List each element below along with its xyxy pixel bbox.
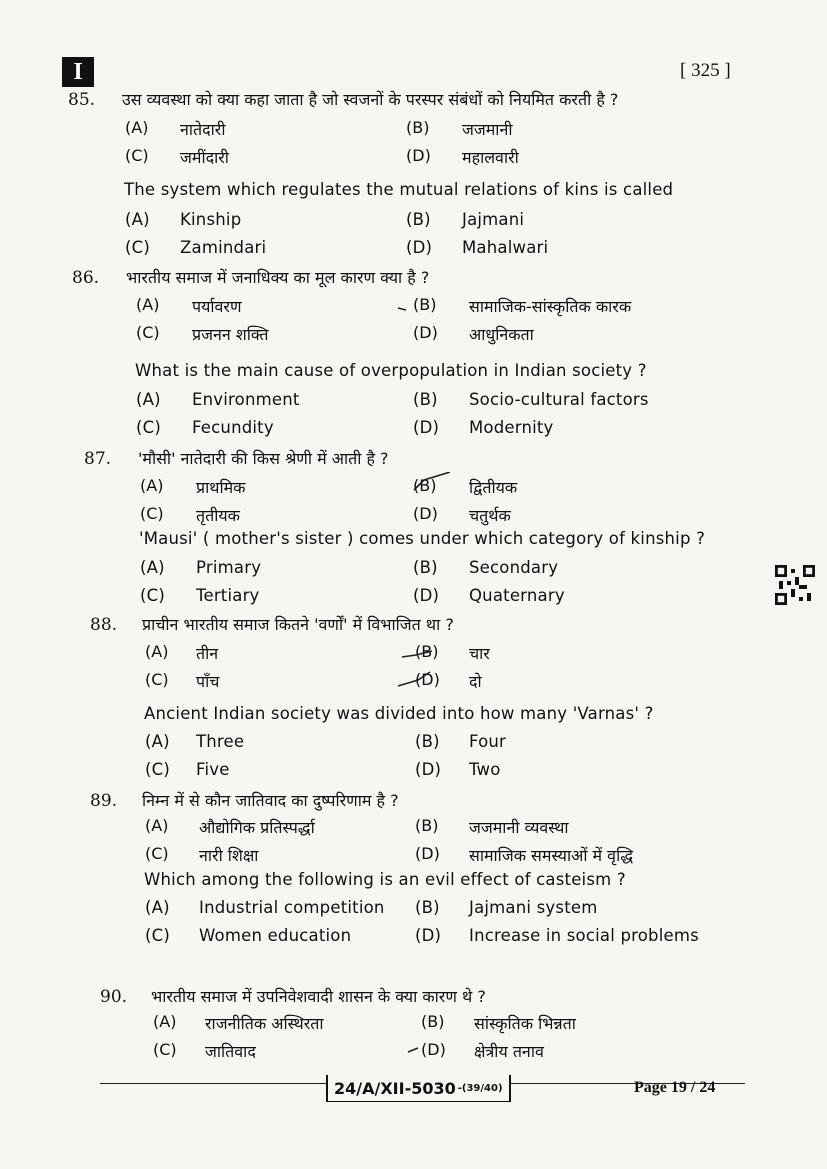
option-label: (B) [413,295,437,314]
option-text-english[interactable]: Three [196,732,245,751]
option-label: (A) [136,390,161,409]
option-label: (A) [140,476,164,495]
option-label: (B) [421,1012,445,1031]
option-label: (B) [413,476,437,495]
paper-code-suffix: -(39/40) [457,1082,503,1094]
option-label: (C) [140,504,164,523]
option-label: (C) [140,586,165,605]
option-text-hindi[interactable]: प्राथमिक [196,478,246,497]
option-label: (D) [413,323,438,342]
option-text-english[interactable]: Fecundity [192,418,274,437]
option-text-english[interactable]: Five [196,760,230,779]
option-label: (C) [145,670,169,689]
option-label: (B) [415,732,440,751]
question-text-english: 'Mausi' ( mother's sister ) comes under which category of kinship ? [139,529,706,548]
option-label: (A) [125,118,149,137]
set-label: I [62,57,94,87]
option-text-english[interactable]: Socio-cultural factors [469,390,649,409]
option-text-english[interactable]: Jajmani [462,210,525,229]
question-text-hindi: भारतीय समाज में जनाधिक्य का मूल कारण क्या है ? [126,268,430,287]
option-label: (C) [136,323,160,342]
question-text-english: Ancient Indian society was divided into how many 'Varnas' ? [144,704,654,723]
option-text-hindi[interactable]: चतुर्थक [469,506,511,525]
option-text-english[interactable]: Jajmani system [469,898,598,917]
option-text-english[interactable]: Kinship [180,210,242,229]
page-indicator: Page 19 / 24 [634,1079,716,1096]
option-label: (D) [415,760,442,779]
option-label: (C) [145,760,170,779]
option-text-hindi[interactable]: सामाजिक-सांस्कृतिक कारक [469,297,632,316]
option-text-hindi[interactable]: क्षेत्रीय तनाव [474,1042,544,1061]
question-text-english: Which among the following is an evil effect of casteism ? [144,870,626,889]
option-text-hindi[interactable]: प्रजनन शक्ति [192,325,269,344]
question-number: 87. [84,449,112,469]
question-text-hindi: 'मौसी' नातेदारी की किस श्रेणी में आती है ? [138,449,389,468]
option-label: (A) [140,558,165,577]
option-label: (A) [153,1012,177,1031]
option-text-hindi[interactable]: द्वितीयक [469,478,518,497]
option-text-english[interactable]: Four [469,732,507,751]
option-label: (C) [145,926,170,945]
option-text-english[interactable]: Modernity [469,418,554,437]
question-text-english: The system which regulates the mutual relations of kins is called [124,180,674,199]
question-number: 85. [68,90,96,110]
option-label: (D) [413,586,440,605]
option-label: (A) [125,210,150,229]
option-label: (B) [413,558,438,577]
option-text-hindi[interactable]: राजनीतिक अस्थिरता [205,1014,324,1033]
option-text-hindi[interactable]: जजमानी व्यवस्था [469,818,569,837]
option-label: (C) [136,418,161,437]
question-text-hindi: निम्न में से कौन जातिवाद का दुष्परिणाम है ? [142,791,399,810]
option-text-hindi[interactable]: चार [469,644,490,663]
option-label: (B) [406,118,430,137]
option-text-english[interactable]: Zamindari [180,238,267,257]
option-text-english[interactable]: Primary [196,558,262,577]
option-label: (C) [125,238,150,257]
paper-code [326,1075,511,1102]
option-label: (A) [145,816,169,835]
option-label: (C) [153,1040,177,1059]
option-text-hindi[interactable]: महालवारी [462,148,519,167]
option-label: (D) [415,844,440,863]
option-text-hindi[interactable]: सामाजिक समस्याओं में वृद्धि [469,846,634,865]
option-text-hindi[interactable]: तीन [196,644,219,663]
option-label: (C) [145,844,169,863]
option-label: (B) [415,898,440,917]
question-number: 89. [90,791,118,811]
question-text-hindi: प्राचीन भारतीय समाज कितने 'वर्णों' में विभाजित था ? [142,615,454,634]
question-number: 86. [72,268,100,288]
option-text-hindi[interactable]: जातिवाद [205,1042,256,1061]
option-label: (C) [125,146,149,165]
option-label: (B) [406,210,431,229]
option-label: (D) [421,1040,446,1059]
option-text-hindi[interactable]: पर्यावरण [192,297,242,316]
option-label: (D) [413,504,438,523]
question-number: 90. [100,987,128,1007]
option-text-english[interactable]: Tertiary [196,586,260,605]
option-label: (A) [136,295,160,314]
option-label: (B) [413,390,438,409]
page-number: [ 325 ] [680,60,731,81]
option-label: (D) [415,926,442,945]
option-label: (A) [145,898,170,917]
option-text-hindi[interactable]: नारी शिक्षा [199,846,259,865]
option-text-hindi[interactable]: दो [469,672,482,691]
option-label: (A) [145,732,170,751]
option-text-hindi[interactable]: पाँच [196,672,220,691]
option-label: (D) [413,418,440,437]
option-text-english[interactable]: Environment [192,390,300,409]
option-label: (B) [415,816,439,835]
option-text-english[interactable]: Two [469,760,501,779]
option-text-english[interactable]: Secondary [469,558,559,577]
option-label: (B) [415,642,439,661]
option-label: (D) [406,238,433,257]
option-text-english[interactable]: Women education [199,926,352,945]
paper-code-text: 24/A/XII-5030 [334,1078,456,1098]
option-text-hindi[interactable]: जमींदारी [180,148,229,167]
option-text-hindi[interactable]: आधुनिकता [469,325,534,344]
option-text-english[interactable]: Increase in social problems [469,926,699,945]
option-label: (D) [415,670,440,689]
option-text-english[interactable]: Quaternary [469,586,565,605]
option-label: (A) [145,642,169,661]
question-text-hindi: भारतीय समाज में उपनिवेशवादी शासन के क्या कारण थे ? [151,987,486,1006]
question-text-hindi: उस व्यवस्था को क्या कहा जाता है जो स्वजनों के परस्पर संबंधों को नियमित करती है ? [122,90,619,109]
option-text-english[interactable]: Mahalwari [462,238,549,257]
qr-code-icon [775,565,815,605]
option-text-hindi[interactable]: तृतीयक [196,506,240,525]
question-number: 88. [90,615,118,635]
question-text-english: What is the main cause of overpopulation in Indian society ? [135,361,647,380]
option-label: (D) [406,146,431,165]
option-text-hindi[interactable]: सांस्कृतिक भिन्नता [474,1014,576,1033]
option-text-english[interactable]: Industrial competition [199,898,385,917]
option-text-hindi[interactable]: जजमानी [462,120,513,139]
option-text-hindi[interactable]: नातेदारी [180,120,226,139]
option-text-hindi[interactable]: औद्योगिक प्रतिस्पर्द्धा [199,818,315,837]
